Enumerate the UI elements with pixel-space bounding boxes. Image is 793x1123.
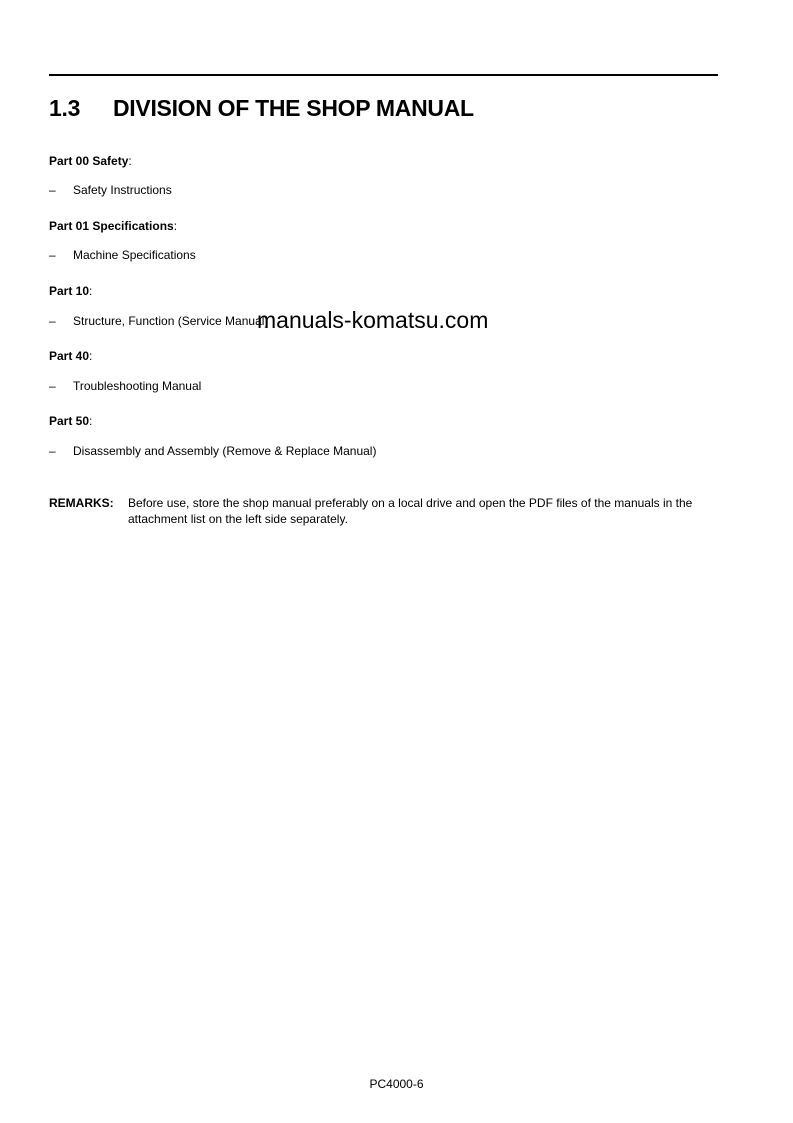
part-01-label: Part 01 Specifications: <box>49 219 178 233</box>
dash-bullet: – <box>49 444 56 458</box>
dash-bullet: – <box>49 314 56 328</box>
watermark: manuals-komatsu.com <box>257 307 489 333</box>
part-00-item: – Safety Instructions <box>49 183 172 197</box>
dash-bullet: – <box>49 248 56 262</box>
part-01-item: – Machine Specifications <box>49 248 196 262</box>
part-10-label: Part 10: <box>49 284 93 298</box>
dash-bullet: – <box>49 379 56 393</box>
part-50-item: – Disassembly and Assembly (Remove & Replace Manual) <box>49 444 377 458</box>
part-00-label: Part 00 Safety: <box>49 154 132 168</box>
header-rule <box>49 74 718 76</box>
page-footer: PC4000-6 <box>369 1077 424 1091</box>
part-40-label: Part 40: <box>49 349 93 363</box>
remarks-text: Before use, store the shop manual preferably on a local drive and open the PDF files of the manuals in the attachment list on the left side separately. <box>128 496 693 526</box>
section-heading <box>49 95 474 122</box>
part-10-item: – Structure, Function (Service Manual) <box>49 314 269 328</box>
section-number: 1.3 <box>49 95 81 121</box>
remarks-label: REMARKS: <box>49 496 114 510</box>
part-40-item: – Troubleshooting Manual <box>49 379 202 393</box>
dash-bullet: – <box>49 183 56 197</box>
part-50-label: Part 50: <box>49 414 93 428</box>
section-title: DIVISION OF THE SHOP MANUAL <box>113 95 474 121</box>
